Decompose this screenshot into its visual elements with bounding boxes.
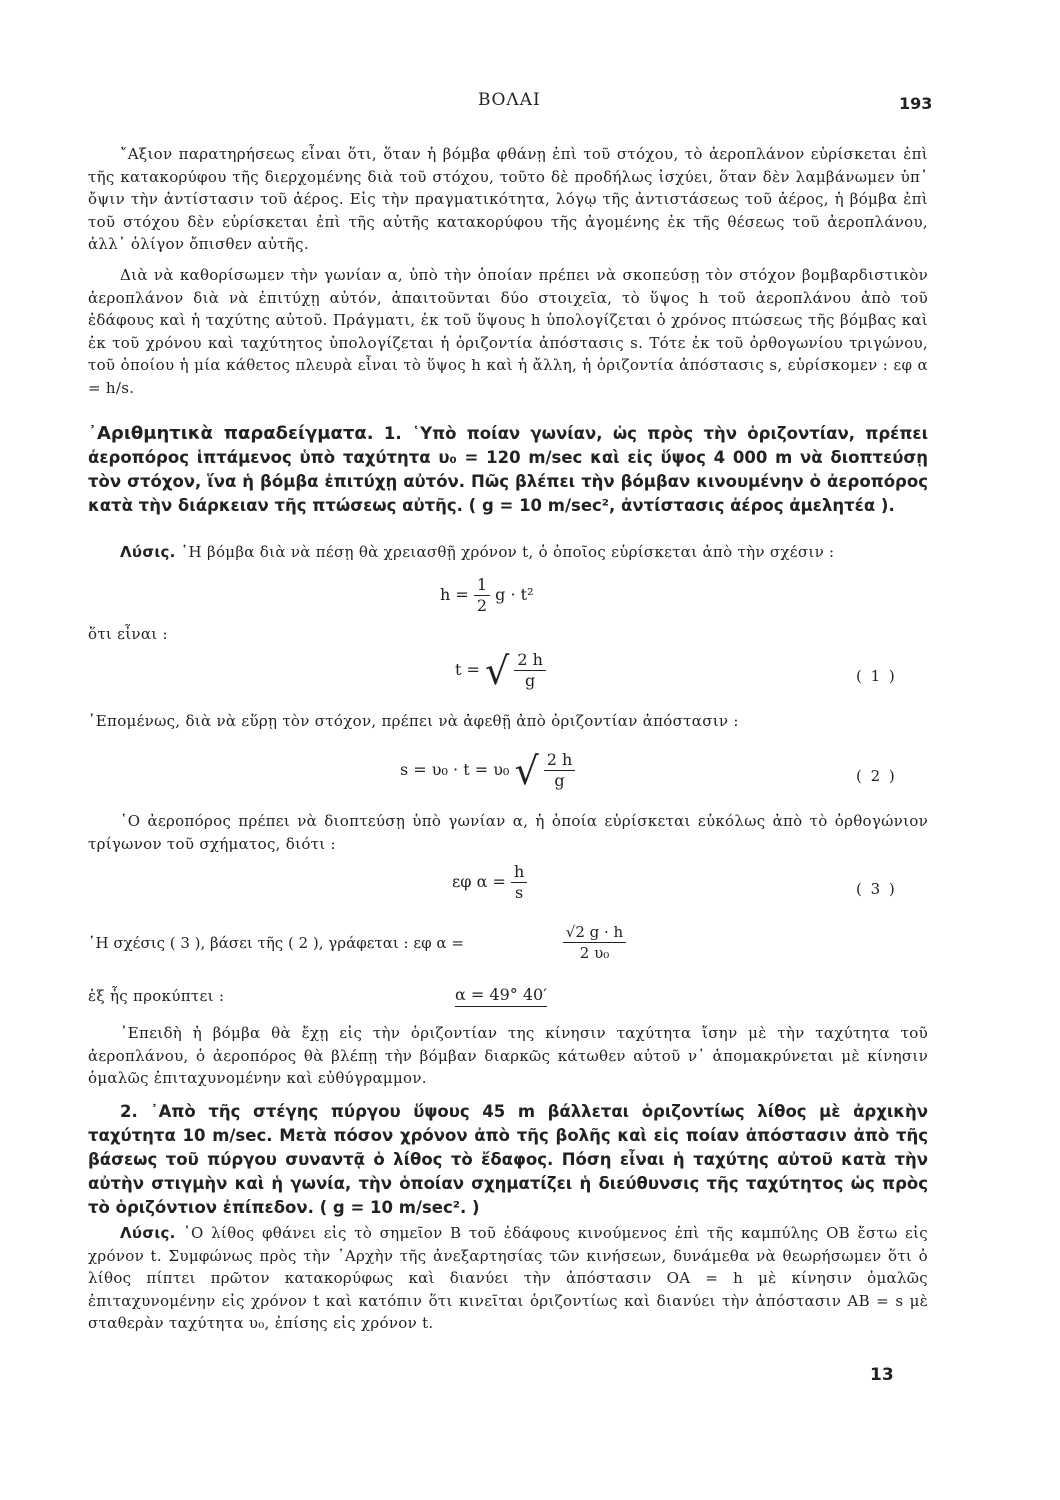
eq-t-num: 2 h <box>514 650 546 671</box>
eq-tan-num: h <box>511 862 527 883</box>
sqrt-icon: √ <box>514 748 539 793</box>
ex-is: ἐξ ἧς προκύπτει : <box>88 987 225 1005</box>
page-number: 193 <box>899 94 933 113</box>
equation-s <box>400 750 575 791</box>
oti-einai: ὅτι εἶναι : <box>88 625 168 643</box>
paragraph-angle: Διὰ νὰ καθορίσωμεν τὴν γωνίαν α, ὑπὸ τὴν ὁποίαν πρέπει νὰ σκοπεύσῃ τὸν στόχον βομβαρδιστικὸν ἀεροπλάνον διὰ νὰ ἐπιτύχῃ αὐτόν, ἀπαιτοῦνται δύο στοιχεῖα, τὸ ὕψος h τοῦ ἀεροπλάνου ἀπὸ τοῦ ἐδάφους καὶ ἡ ταχύτης αὐτοῦ. Πράγματι, ἐκ τοῦ ὕψους h ὑπολογίζεται ὁ χρόνος πτώσεως τῆς βόμβας καὶ ἐκ τοῦ χρόνου καὶ ταχύτητος ὑπολογίζεται ἡ ὁριζοντία ἀπόστασις s. Τότε ἐκ τοῦ ὀρθογωνίου τριγώνου, τοῦ ὁποίου ἡ μία κάθετος πλευρὰ εἶναι τὸ ὕψος h καὶ ἡ ἄλλη, ἡ ὁριζοντία ἀπόστασις s, εὑρίσκομεν : εφ α = h/s. <box>88 266 928 397</box>
solution-label-2: Λύσις. <box>120 1224 176 1242</box>
eq-h-right: g · t² <box>495 585 534 604</box>
eq-h-num: 1 <box>474 575 490 596</box>
eq-tan-left: εφ α = <box>452 872 506 891</box>
eq-h-left: h = <box>440 585 469 604</box>
eq-rel-den: 2 υ₀ <box>579 944 610 962</box>
example-1 <box>88 422 928 518</box>
solution-1-text: ῾Η βόμβα διὰ νὰ πέσῃ θὰ χρειασθῇ χρόνον t, ὁ ὁποῖος εὑρίσκεται ἀπὸ τὴν σχέσιν : <box>180 543 835 561</box>
example-2: 2. ᾿Απὸ τῆς στέγης πύργου ὕψους 45 m βάλλεται ὁριζοντίως λίθος μὲ ἀρχικὴν ταχύτητα 10 m/sec. Μετὰ πόσον χρόνον ἀπὸ τῆς βολῆς καὶ εἰς ποίαν ἀπόστασιν ἀπὸ τῆς βάσεως τοῦ πύργου συναντᾷ ὁ λίθος τὸ ἔδαφος. Πόση εἶναι ἡ ταχύτης αὐτοῦ κατὰ τὴν αὐτὴν στιγμὴν καὶ ἡ γωνία, τὴν ὁποίαν σχηματίζει ἡ διεύθυνσις τῆς ταχύτητος ὡς πρὸς τὸ ὁριζόντιον ἐπίπεδον. ( g = 10 m/sec². ) <box>88 1102 928 1217</box>
eq-h-den: 2 <box>476 596 488 615</box>
eq-t-fraction <box>514 650 546 691</box>
solution-2 <box>88 1222 928 1335</box>
eq-rel-fraction <box>563 922 626 963</box>
solution-label: Λύσις. <box>120 543 176 561</box>
paragraph-observation: ῎Αξιον παρατηρήσεως εἶναι ὅτι, ὅταν ἡ βόμβα φθάνῃ ἐπὶ τοῦ στόχου, τὸ ἀεροπλάνον εὑρίσκεται ἐπὶ τῆς κατακορύφου τῆς διερχομένης διὰ τοῦ στόχου, τοῦτο δὲ προδήλως ἰσχύει, ὅταν δὲν λαμβάνωμεν ὑπ᾽ ὄψιν τὴν ἀντίστασιν τοῦ ἀέρος. Εἰς τὴν πραγματικότητα, λόγῳ τῆς ἀντιστάσεως τοῦ ἀέρος, ἡ βόμβα ἐπὶ τοῦ στόχου δὲν εὑρίσκεται ἐπὶ τῆς αὐτῆς κατακορύφου τῆς ἀγομένης ἐκ τῆς θέσεως τοῦ ἀεροπλάνου, ἀλλ᾽ ὀλίγον ὄπισθεν αὐτῆς. <box>88 145 928 254</box>
eq-tan-fraction <box>511 862 527 903</box>
running-header: ΒΟΛΑΙ <box>478 90 541 110</box>
paragraph-aeroporos: ῾Ο ἀεροπόρος πρέπει νὰ διοπτεύσῃ ὑπὸ γωνίαν α, ἡ ὁποία εὑρίσκεται εὐκόλως ἀπὸ τὸ ὀρθογώνιον τρίγωνον τοῦ σχήματος, διότι : <box>88 812 928 853</box>
equation-h <box>440 575 534 616</box>
paragraph-epomenos: ῾Επομένως, διὰ νὰ εὕρῃ τὸν στόχον, πρέπει νὰ ἀφεθῇ ἀπὸ ὁριζοντίαν ἀπόστασιν : <box>88 712 739 730</box>
eq-result: α = 49° 40′ <box>455 985 547 1007</box>
eq-t-left: t = <box>455 660 480 679</box>
eq-s-fraction <box>544 750 576 791</box>
eq-tan-den: s <box>515 883 524 902</box>
equation-t <box>455 650 546 691</box>
sqrt-icon: √ <box>485 648 510 693</box>
eq-label-3: ( 3 ) <box>856 880 897 898</box>
equation-tan <box>452 862 527 903</box>
eq-t-den: g <box>524 671 536 690</box>
folio: 13 <box>870 1365 894 1385</box>
solution-1 <box>88 541 928 564</box>
eq-rel-num: √2 g · h <box>563 922 626 943</box>
paragraph-epeidi: ᾿Επειδὴ ἡ βόμβα θὰ ἔχῃ εἰς τὴν ὁριζοντίαν της κίνησιν ταχύτητα ἴσην μὲ τὴν ταχύτητα τοῦ ἀεροπλάνου, ὁ ἀεροπόρος θὰ βλέπῃ τὴν βόμβαν διαρκῶς κάτωθεν αὐτοῦ ν᾽ ἀπομακρύνεται μὲ κίνησιν ὁμαλῶς ἐπιταχυνομένην καὶ εὐθύγραμμον. <box>88 1024 928 1088</box>
solution-2-text: ῾Ο λίθος φθάνει εἰς τὸ σημεῖον Β τοῦ ἐδάφους κινούμενος ἐπὶ τῆς καμπύλης ΟΒ ἔστω εἰς χρόνον t. Συμφώνως πρὸς τὴν ᾿Αρχὴν τῆς ἀνεξαρτησίας τῶν κινήσεων, δυνάμεθα νὰ θεωρήσωμεν ὅτι ὁ λίθος πίπτει πρῶτον κατακορύφως καὶ διανύει τὴν ἀπόστασιν ΟΑ = h μὲ κίνησιν ὁμαλῶς ἐπιταχυνομένην εἰς χρόνον t καὶ κατόπιν ὅτι κινεῖται ὁριζοντίως καὶ διανύει τὴν ἀπόστασιν ΑΒ = s μὲ σταθερὰν ταχύτητα υ₀, ἐπίσης εἰς χρόνον t. <box>88 1224 928 1333</box>
equation-result <box>455 985 547 1004</box>
eq-s-left: s = υ₀ · t = υ₀ <box>400 760 510 779</box>
eq-s-den: g <box>554 771 565 790</box>
eq-label-1: ( 1 ) <box>856 667 897 685</box>
equation-relation <box>88 922 626 963</box>
eq-label-2: ( 2 ) <box>856 767 897 785</box>
relation-text: ῾Η σχέσις ( 3 ), βάσει τῆς ( 2 ), γράφεται : εφ α = <box>88 933 464 952</box>
eq-s-num: 2 h <box>544 750 576 771</box>
eq-h-fraction <box>474 575 490 616</box>
example-1-text: 1. ῾Υπὸ ποίαν γωνίαν, ὡς πρὸς τὴν ὁριζοντίαν, πρέπει ἀεροπόρος ἱπτάμενος ὑπὸ ταχύτητα υ₀ = 120 m/sec καὶ εἰς ὕψος 4 000 m νὰ διοπτεύσῃ τὸν στόχον, ἵνα ἡ βόμβα ἐπιτύχῃ αὐτόν. Πῶς βλέπει τὴν βόμβαν κινουμένην ὁ ἀεροπόρος κατὰ τὴν διάρκειαν τῆς πτώσεως αὐτῆς. ( g = 10 m/sec², ἀντίστασις ἀέρος ἀμελητέα ). <box>88 424 928 515</box>
examples-heading: ᾿Αριθμητικὰ παραδείγματα. <box>88 423 374 444</box>
